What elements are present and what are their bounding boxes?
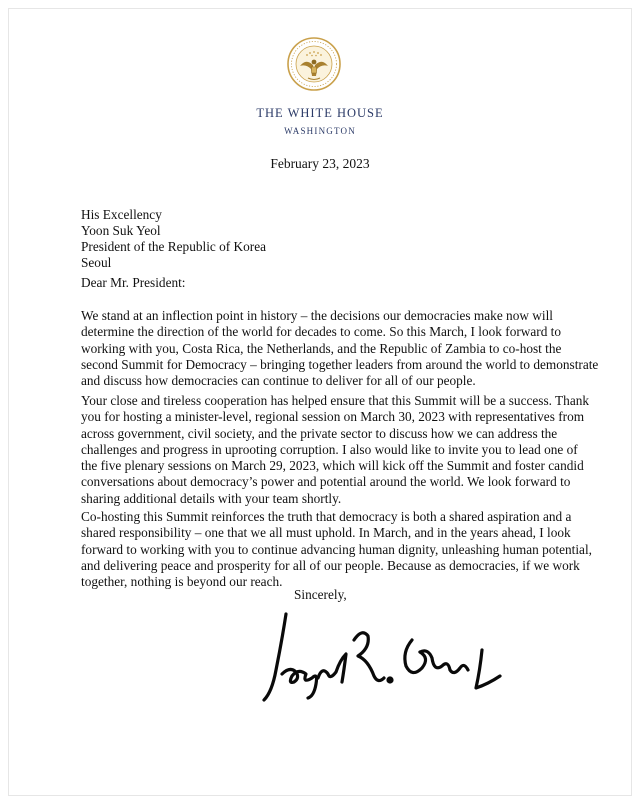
recipient-address: [81, 207, 266, 271]
handwritten-signature-icon: [262, 600, 502, 710]
paragraph-line: challenges and progress in uprooting corruption. I also would like to invite you to lead one of: [81, 441, 578, 457]
presidential-seal-icon: [286, 36, 342, 92]
salutation: Dear Mr. President:: [81, 275, 186, 290]
recipient-line: President of the Republic of Korea: [81, 239, 266, 254]
letter-date: February 23, 2023: [270, 156, 370, 171]
paragraph-line: Your close and tireless cooperation has helped ensure that this Summit will be a success. Thank: [81, 393, 590, 408]
paragraph-line: forward to working with you to continue advancing human dignity, unleashing human potential,: [81, 541, 592, 557]
paragraph-line: Co-hosting this Summit reinforces the truth that democracy is both a shared aspiration and a: [81, 509, 572, 524]
recipient-line: Seoul: [81, 255, 112, 270]
recipient-line: Yoon Suk Yeol: [81, 223, 161, 238]
paragraph-line: the five plenary sessions on March 29, 2023, which will kick off the Summit and foster candid: [81, 458, 584, 474]
paragraph-line: and delivering peace and prosperity for all of our people. Because as democracies, if we work: [81, 557, 580, 573]
paragraph-line: and discuss how democracies can continue to deliver for all of our people.: [81, 373, 476, 389]
paragraph-line: second Summit for Democracy – bringing together leaders from around the world to demonstrate: [81, 356, 599, 372]
recipient-line: His Excellency: [81, 207, 162, 222]
paragraph-line: determine the direction of the world for decades to come. So this March, I look forward to: [81, 324, 562, 340]
paragraph-line: sharing additional details with your team shortly.: [81, 490, 342, 506]
paragraph-line: you for hosting a minister-level, regional session on March 30, 2023 with representatives from: [81, 409, 585, 425]
body-paragraph: [81, 393, 589, 507]
letterhead-city: WASHINGTON: [284, 126, 356, 136]
paragraph-line: shared responsibility – one that we all must uphold. In March, and in the years ahead, I look: [81, 525, 571, 541]
paragraph-line: across government, civil society, and the private sector to discuss how we can address the: [81, 425, 558, 441]
paragraph-line: working with you, Costa Rica, the Netherlands, and the Republic of Zambia to co-host the: [81, 340, 562, 356]
body-paragraph: [81, 308, 598, 389]
letterhead-title: THE WHITE HOUSE: [256, 106, 384, 120]
paragraph-line: conversations about democracy’s power and potential around the world. We look forward to: [81, 474, 571, 490]
paragraph-line: together, nothing is beyond our reach.: [81, 574, 283, 590]
closing: Sincerely,: [294, 587, 347, 602]
body-paragraph: [81, 509, 592, 590]
paragraph-line: We stand at an inflection point in history – the decisions our democracies make now will: [81, 308, 553, 323]
